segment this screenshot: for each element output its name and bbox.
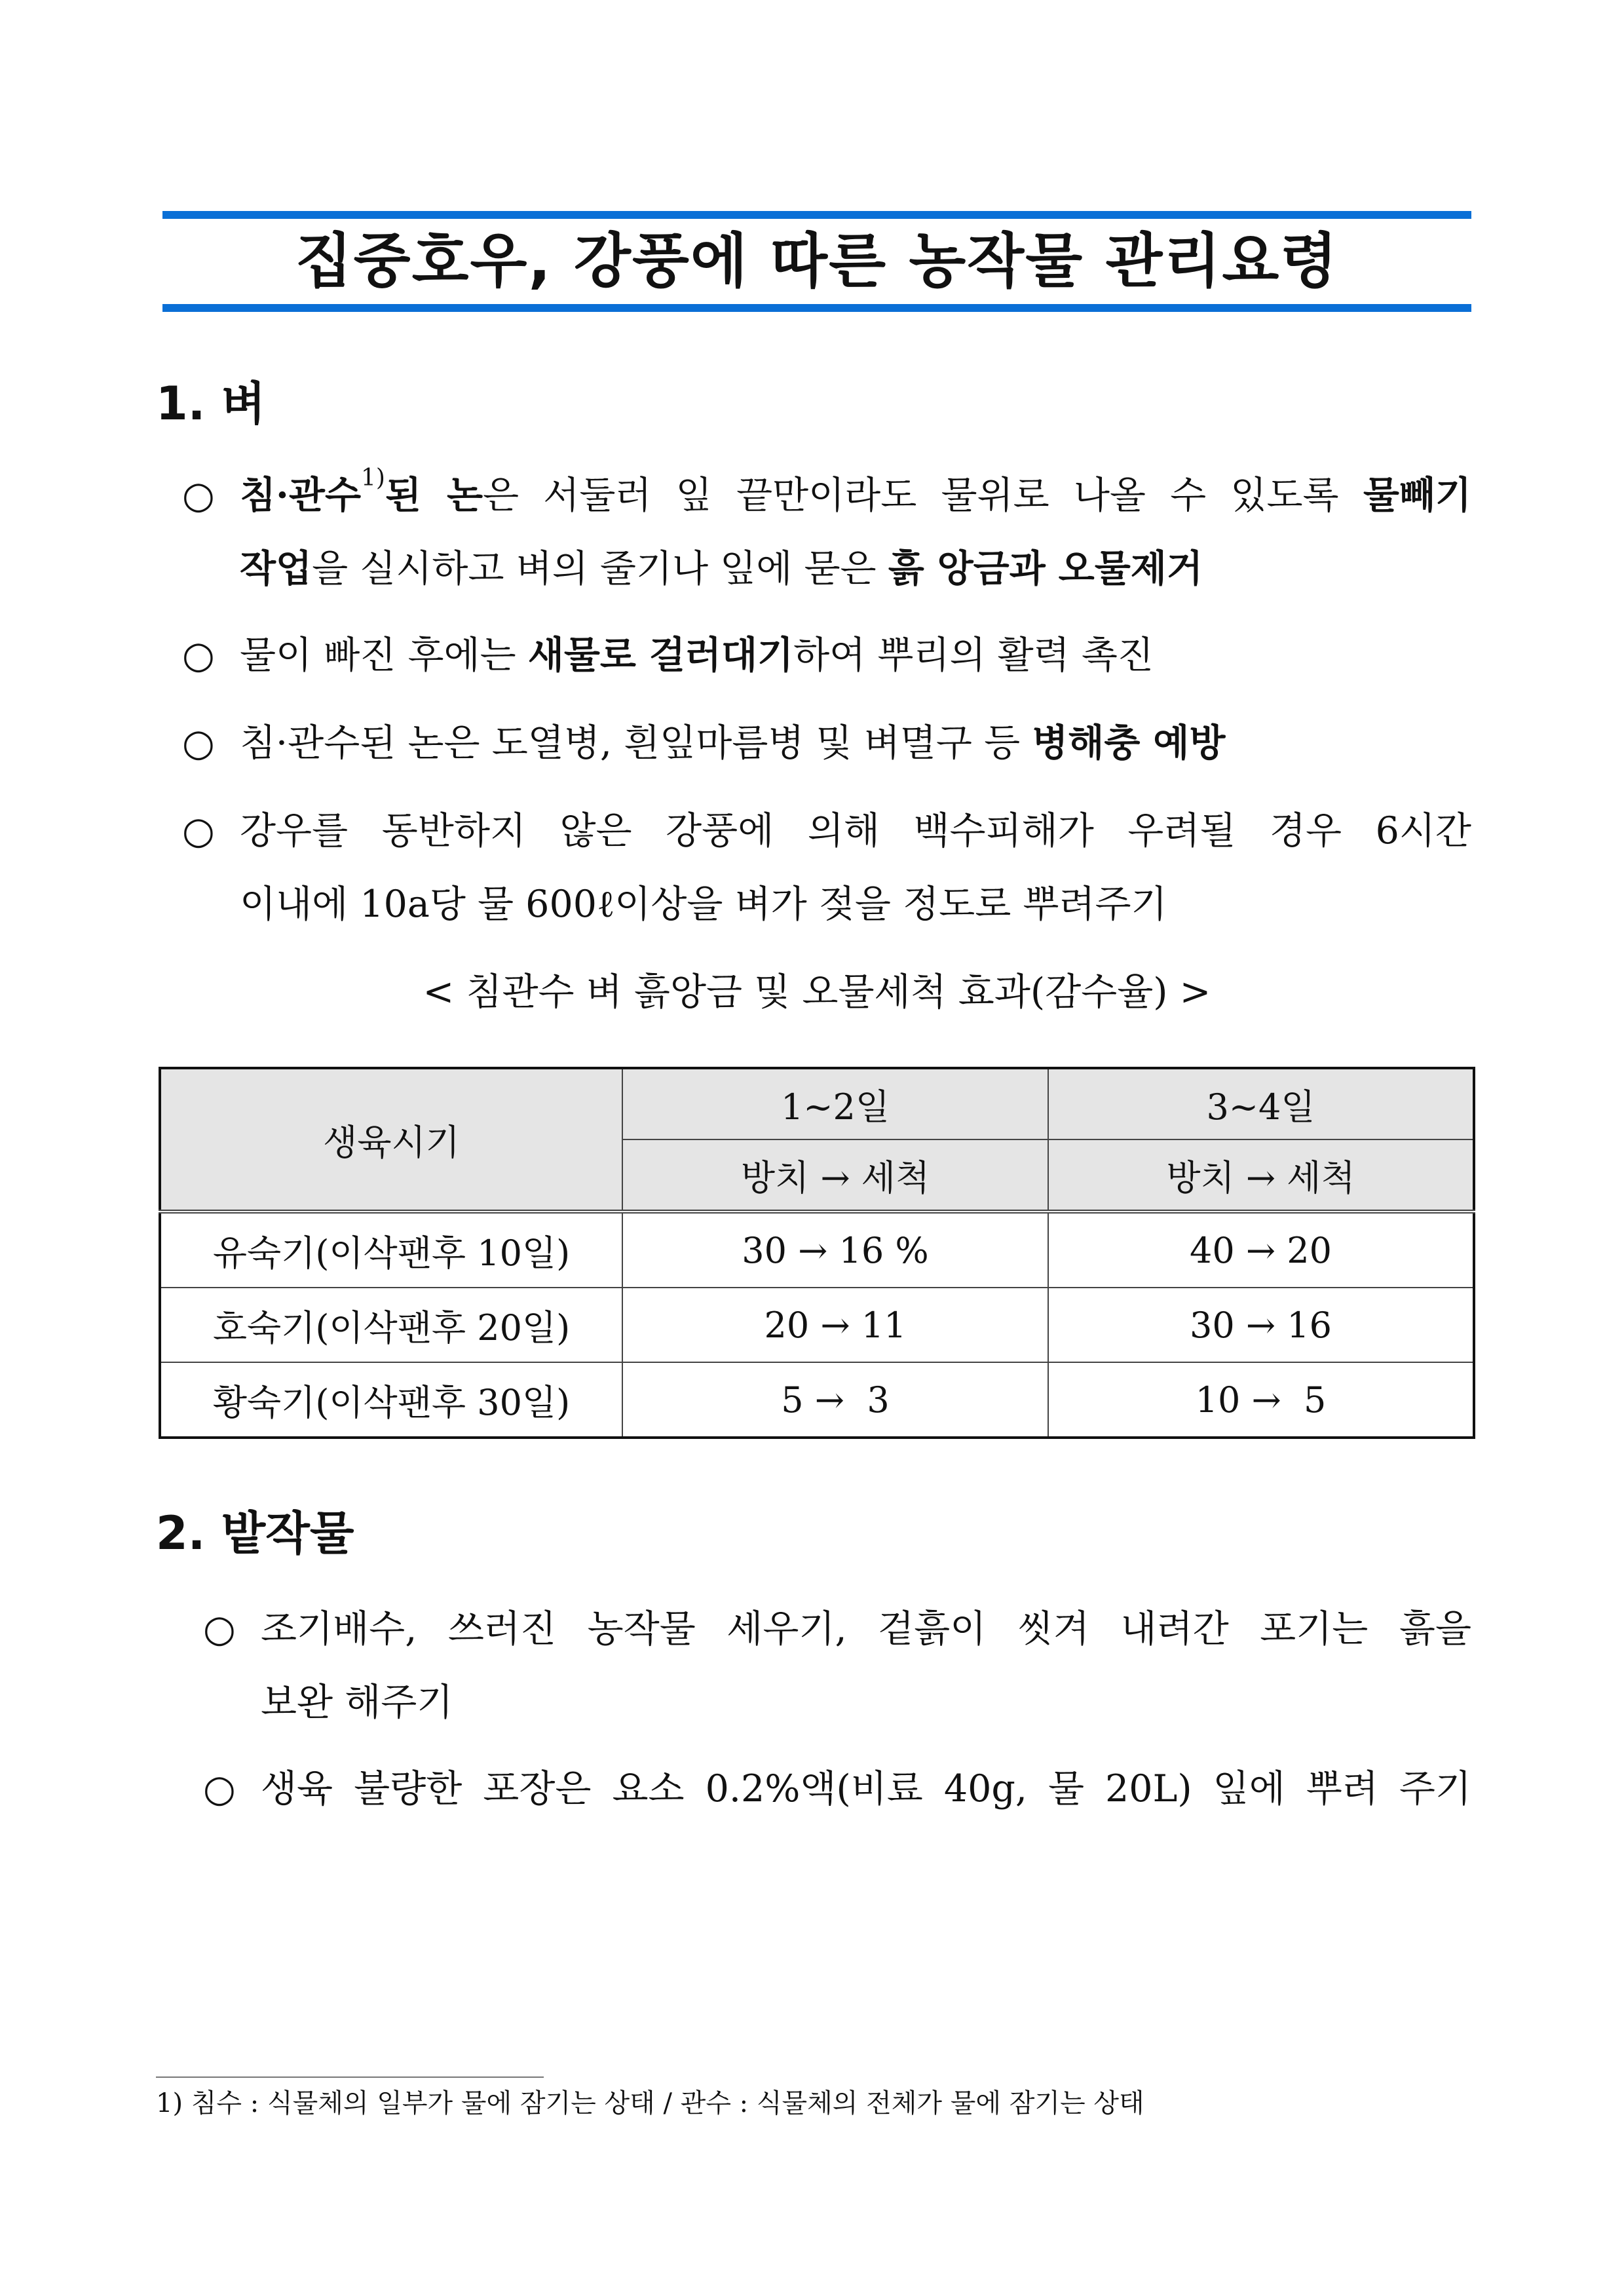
wash-effect-table <box>159 1067 1475 1439</box>
rice-bullet-1-line-2: 작업을 실시하고 벼의 줄기나 잎에 묻은 흙 앙금과 오물제거 <box>240 546 1203 590</box>
upland-bullet-1 <box>203 1592 1471 1739</box>
cell-stage: 황숙기(이삭팬후 30일) <box>160 1362 622 1438</box>
rice-bullet-1-line-1: 침·관수$^{1)}$된 논은 서둘러 잎 끝만이라도 물위로 나올 수 있도록 물빼기 <box>240 465 1471 517</box>
title-banner <box>162 211 1471 311</box>
page-title: 집중호우, 강풍에 따른 농작물 관리요령 <box>295 227 1339 296</box>
header-growth-stage: 생육시기 <box>160 1068 622 1212</box>
rice-bullet-3 <box>182 706 1471 780</box>
bullet-mark: ○ <box>182 474 215 517</box>
upland-bullet-2 <box>203 1752 1471 1826</box>
rice-bullet-4-line-2: 이내에 10a당 물 600ℓ이상을 벼가 젖을 정도로 뿌려주기 <box>240 883 1167 926</box>
cell-period-1: 20 → 11 <box>622 1288 1048 1362</box>
title-top-rule <box>162 211 1471 219</box>
header-sub-1: 방치 → 세척 <box>622 1139 1048 1212</box>
upland-bullet-2-line-1: 생육 불량한 포장은 요소 0.2%액(비료 40g, 물 20L) 잎에 뿌려 주기 <box>261 1767 1471 1810</box>
bullet-mark: ○ <box>182 809 215 852</box>
bullet-mark: ○ <box>203 1767 236 1810</box>
table-row <box>160 1212 1474 1288</box>
section-heading-upland-crops: 2. 밭작물 <box>156 1506 354 1560</box>
cell-period-2: 30 → 16 <box>1048 1288 1474 1362</box>
cell-stage: 유숙기(이삭팬후 10일) <box>160 1212 622 1288</box>
rice-bullet-1 <box>182 459 1471 605</box>
bullet-mark: ○ <box>203 1607 236 1651</box>
bullet-mark: ○ <box>182 721 215 765</box>
upland-bullet-1-line-1: 조기배수, 쓰러진 농작물 세우기, 겉흙이 씻겨 내려간 포기는 흙을 <box>261 1607 1471 1651</box>
footnote: 1) 침수 : 식물체의 일부가 물에 잠기는 상태 / 관수 : 식물체의 전체가 물에 잠기는 상태 <box>156 2088 1144 2118</box>
table-row <box>160 1288 1474 1362</box>
rice-bullet-4-line-1: 강우를 동반하지 않은 강풍에 의해 백수피해가 우려될 경우 6시간 <box>240 809 1471 852</box>
table-caption: < 침관수 벼 흙앙금 및 오물세척 효과(감수율) > <box>423 970 1211 1014</box>
rice-bullet-2 <box>182 619 1471 692</box>
footnote-divider <box>156 2076 544 2078</box>
section-heading-rice: 1. 벼 <box>156 377 266 430</box>
upland-bullet-1-line-2: 보완 해주기 <box>261 1681 453 1724</box>
rice-bullet-3-line-1: 침·관수된 논은 도열병, 흰잎마름병 및 벼멸구 등 병해충 예방 <box>240 721 1226 765</box>
header-sub-2: 방치 → 세척 <box>1048 1139 1474 1212</box>
cell-period-2: 40 → 20 <box>1048 1212 1474 1288</box>
header-period-2: 3~4일 <box>1048 1068 1474 1139</box>
bullet-mark: ○ <box>182 634 215 677</box>
cell-period-2: 10 → 5 <box>1048 1362 1474 1438</box>
title-bottom-rule <box>162 304 1471 312</box>
rice-bullet-2-line-1: 물이 빠진 후에는 새물로 걸러대기하여 뿌리의 활력 촉진 <box>240 633 1154 677</box>
header-period-1: 1~2일 <box>622 1068 1048 1139</box>
rice-bullet-4 <box>182 794 1471 941</box>
cell-stage: 호숙기(이삭팬후 20일) <box>160 1288 622 1362</box>
cell-period-1: 30 → 16 % <box>622 1212 1048 1288</box>
cell-period-1: 5 → 3 <box>622 1362 1048 1438</box>
footnote-ref: 1) <box>361 465 385 491</box>
table-row <box>160 1362 1474 1438</box>
